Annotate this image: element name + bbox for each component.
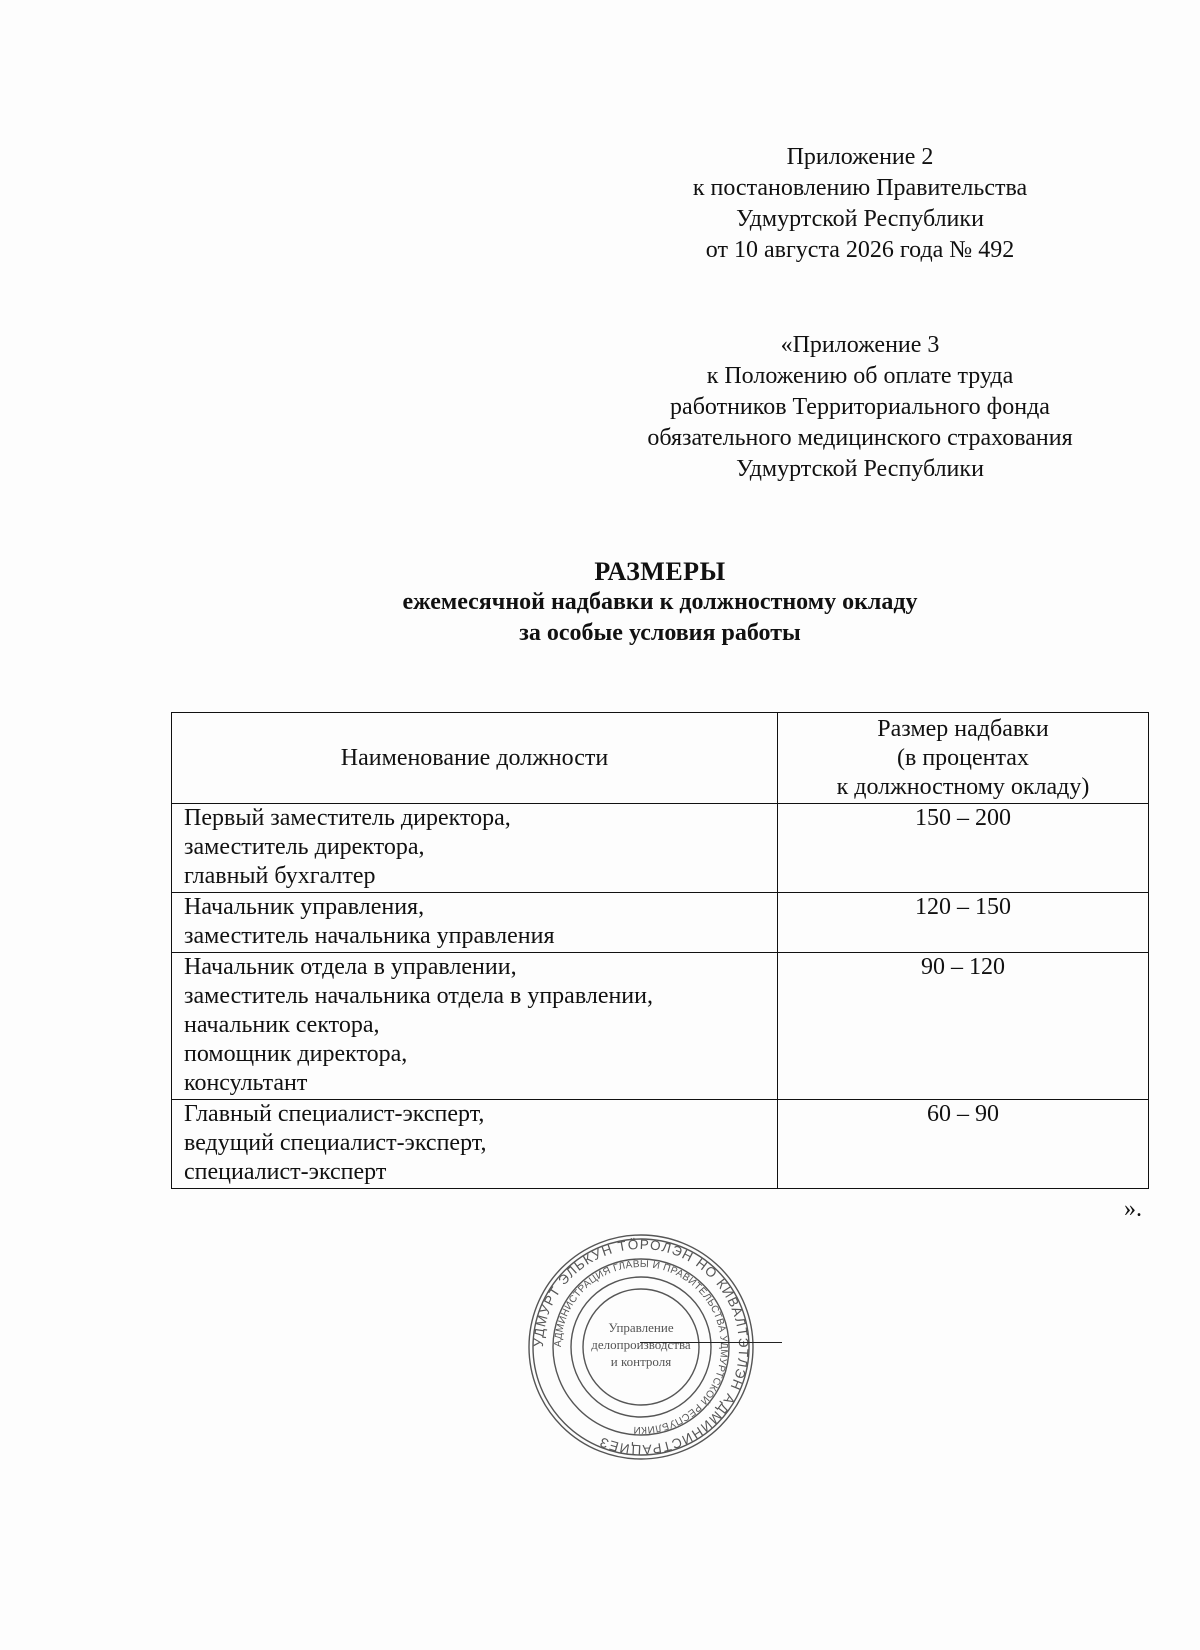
document-title [160, 556, 1160, 649]
value-cell: 60 – 90 [778, 1100, 1149, 1189]
position-line: ведущий специалист-эксперт, [184, 1130, 487, 1156]
title-main: РАЗМЕРЫ [594, 557, 726, 586]
appendix-2-line: Удмуртской Республики [736, 206, 984, 232]
value-cell: 150 – 200 [778, 804, 1149, 893]
title-sub-line: за особые условия работы [519, 620, 801, 646]
table-row [172, 804, 1149, 893]
table-row [172, 953, 1149, 1100]
appendix-2-line: Приложение 2 [786, 144, 934, 170]
position-line: главный бухгалтер [184, 863, 376, 889]
seal-center-line: и контроля [610, 1354, 672, 1369]
appendix-3-line: к Положению об оплате труда [706, 363, 1014, 389]
position-cell [172, 1100, 778, 1189]
official-seal-icon [526, 1232, 756, 1462]
position-line: консультант [184, 1070, 308, 1096]
seal-inner-text: АДМИНИСТРАЦИЯ ГЛАВЫ И ПРАВИТЕЛЬСТВА УДМУРТСКОЙ РЕСПУБЛИКИ [552, 1258, 730, 1436]
appendix-3-line: «Приложение 3 [780, 332, 940, 358]
appendix-2-header [610, 142, 1110, 266]
position-line: Главный специалист-эксперт, [184, 1101, 485, 1127]
value-cell: 90 – 120 [778, 953, 1149, 1100]
seal-outer-text: УДМУРТ ЭЛЬКУН ТÖРОЛЭН НО КИВАЛТЭТЛЭН АДМИНИСТРАЦИЕЗ [530, 1236, 752, 1458]
title-sub-line: ежемесячной надбавки к должностному окладу [402, 589, 918, 615]
header-position: Наименование должности [172, 713, 778, 804]
seal-center-line: Управление [608, 1320, 674, 1335]
position-line: Начальник отдела в управлении, [184, 954, 517, 980]
header-size-line: (в процентах [897, 745, 1029, 771]
appendix-3-line: обязательного медицинского страхования [647, 425, 1073, 451]
position-line: Первый заместитель директора, [184, 805, 511, 831]
table-row [172, 893, 1149, 953]
allowance-table [171, 712, 1148, 1189]
appendix-2-line: к постановлению Правительства [692, 175, 1028, 201]
header-size [778, 713, 1149, 804]
appendix-3-header [580, 330, 1140, 485]
appendix-3-line: работников Территориального фонда [670, 394, 1050, 420]
position-line: заместитель начальника отдела в управлении, [184, 983, 653, 1009]
position-line: заместитель начальника управления [184, 923, 555, 949]
position-cell [172, 804, 778, 893]
appendix-3-line: Удмуртской Республики [736, 456, 984, 482]
value-cell: 120 – 150 [778, 893, 1149, 953]
seal-center-line: делопроизводства [591, 1337, 691, 1352]
position-line: помощник директора, [184, 1041, 408, 1067]
table-row [172, 1100, 1149, 1189]
seal-signature-line [640, 1342, 782, 1343]
position-line: начальник сектора, [184, 1012, 380, 1038]
position-cell [172, 953, 778, 1100]
position-line: специалист-эксперт [184, 1159, 387, 1185]
appendix-2-line: от 10 августа 2026 года № 492 [705, 237, 1015, 263]
table-header-row [172, 713, 1149, 804]
header-size-line: к должностному окладу) [836, 774, 1090, 800]
header-size-line: Размер надбавки [877, 716, 1049, 742]
position-line: заместитель директора, [184, 834, 425, 860]
position-line: Начальник управления, [184, 894, 425, 920]
closing-quote: ». [1124, 1196, 1142, 1222]
position-cell [172, 893, 778, 953]
